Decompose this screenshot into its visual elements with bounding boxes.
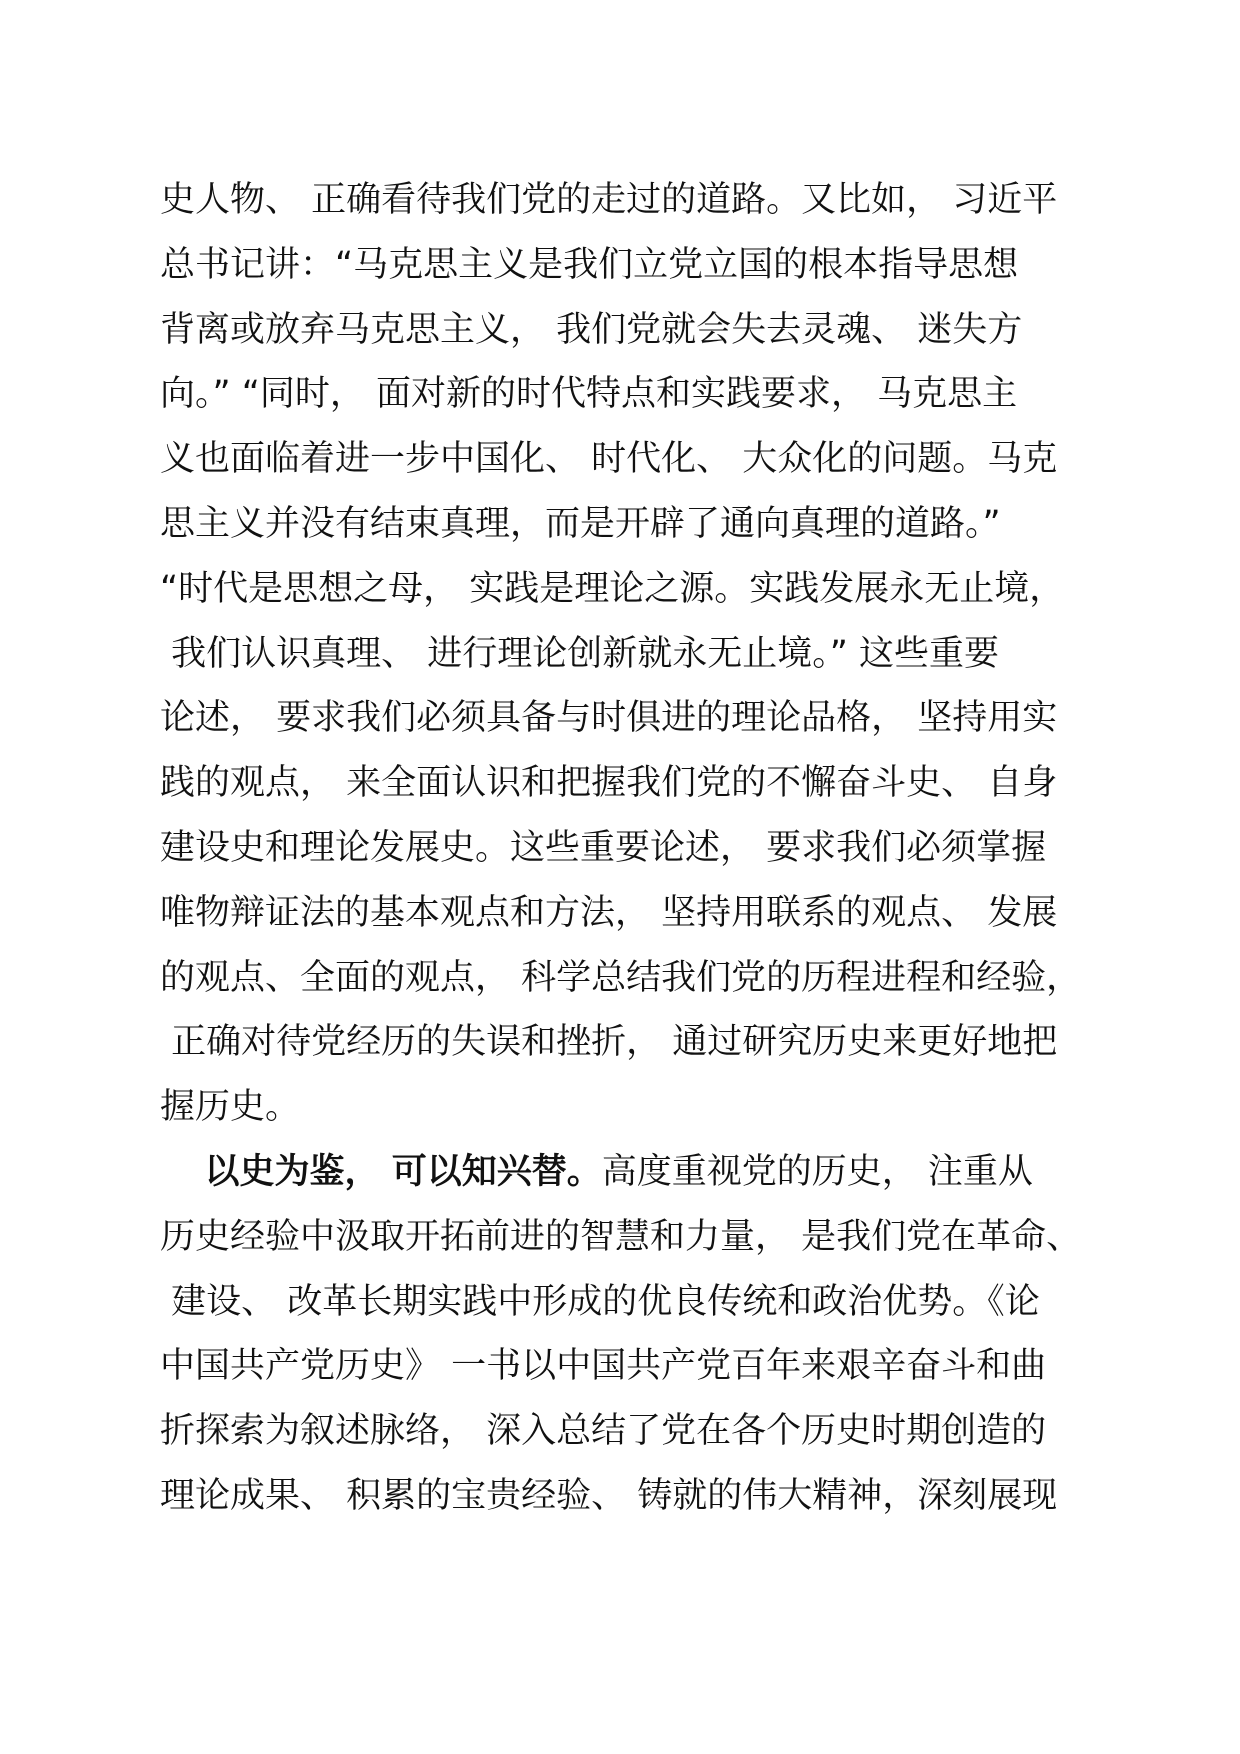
text-line: 折探索为叙述脉络， 深入总结了党在各个历史时期创造的: [160, 1411, 1047, 1452]
text-line: “时代是思想之母， 实践是理论之源。实践发展永无止境，: [160, 568, 1065, 609]
text-line: 握历史。: [160, 1087, 301, 1128]
text-line: 历史经验中汲取开拓前进的智慧和力量， 是我们党在革命、: [160, 1216, 1082, 1257]
paragraph-first-line-text: 高度重视党的历史， 注重从: [601, 1151, 1033, 1192]
text-line: 思主义并没有结束真理，而是开辟了通向真理的道路。”: [160, 503, 1001, 544]
text-line: 论述， 要求我们必须具备与时俱进的理论品格， 坚持用实: [160, 698, 1058, 739]
paragraph-2-first-line: [160, 1140, 1120, 1205]
text-line: 向。” “同时， 面对新的时代特点和实践要求， 马克思主: [160, 374, 1018, 415]
text-line: 我们认识真理、 进行理论创新就永无止境。” 这些重要: [160, 633, 1000, 674]
text-line: 的观点、全面的观点， 科学总结我们党的历程进程和经验，: [160, 957, 1082, 998]
paragraph-2: [160, 1140, 1120, 1529]
text-line: 践的观点， 来全面认识和把握我们党的不懈奋斗史、 自身: [160, 763, 1058, 804]
text-line: 背离或放弃马克思主义， 我们党就会失去灵魂、 迷失方: [160, 309, 1023, 350]
text-line: 总书记讲：“马克思主义是我们立党立国的根本指导思想: [160, 244, 1019, 285]
text-line: 唯物辩证法的基本观点和方法， 坚持用联系的观点、 发展: [160, 892, 1058, 933]
text-line: 建设、 改革长期实践中形成的优良传统和政治优势。《论: [160, 1281, 1040, 1322]
body-text: [160, 168, 1120, 1529]
text-line: 正确对待党经历的失误和挫折， 通过研究历史来更好地把: [160, 1022, 1058, 1063]
text-line: 建设史和理论发展史。这些重要论述， 要求我们必须掌握: [160, 827, 1047, 868]
paragraph-lead-bold: 以史为鉴， 可以知兴替。: [204, 1151, 602, 1192]
text-line: 义也面临着进一步中国化、 时代化、 大众化的问题。马克: [160, 439, 1058, 480]
paragraph-1: [160, 168, 1120, 1140]
text-line: 史人物、 正确看待我们党的走过的道路。又比如， 习近平: [160, 180, 1058, 220]
text-line: 理论成果、 积累的宝贵经验、 铸就的伟大精神，深刻展现: [160, 1475, 1058, 1516]
text-line: 中国共产党历史》 一书以中国共产党百年来艰辛奋斗和曲: [160, 1346, 1047, 1387]
